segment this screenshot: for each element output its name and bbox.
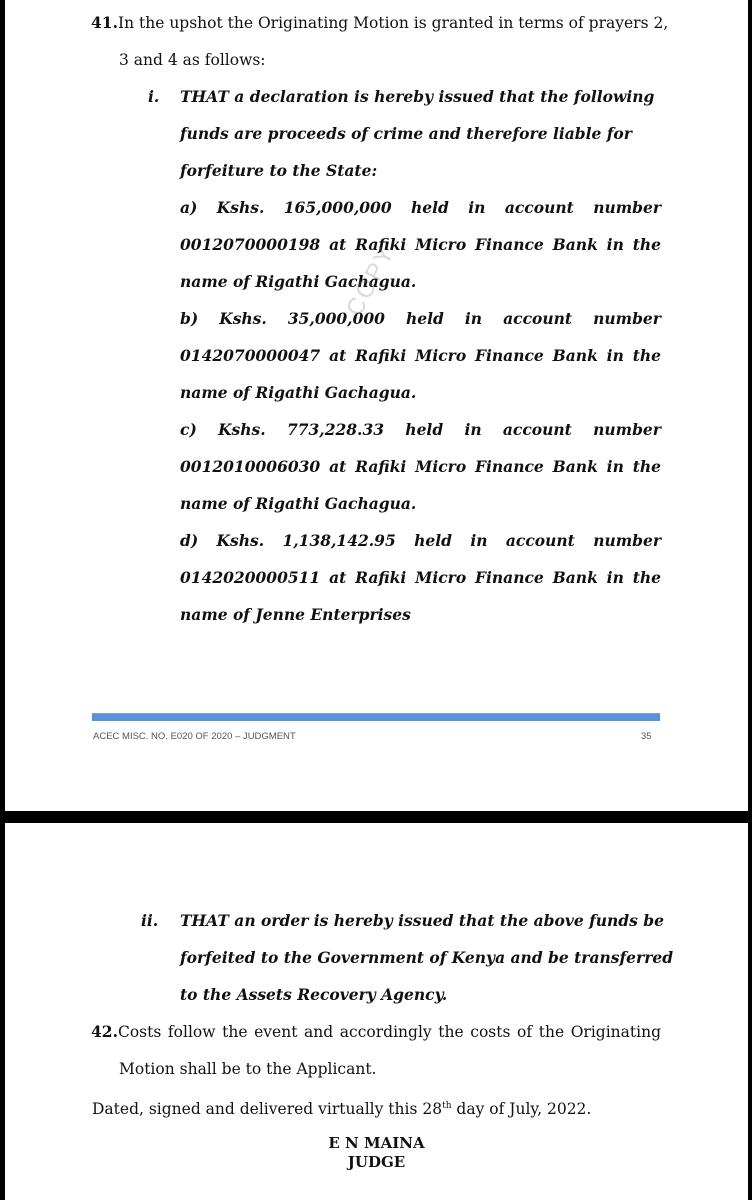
fund-item-word: number	[593, 309, 661, 328]
fund-item-label: c)	[180, 420, 197, 439]
fund-item-word: held	[411, 198, 449, 217]
dated-text: Dated, signed and delivered virtually this 28	[92, 1100, 443, 1119]
fund-item-word: number	[593, 420, 661, 439]
fund-item-word: held	[405, 420, 444, 439]
fund-item-word: Kshs.	[218, 420, 266, 439]
fund-item-word: held	[405, 309, 444, 328]
paragraph-41-line-1	[91, 13, 669, 33]
fund-item-word: Kshs.	[216, 198, 265, 217]
fund-item-holder-line: name of Rigathi Gachagua.	[180, 494, 417, 513]
signatory-name: E N MAINA	[328, 1134, 425, 1152]
judgment-page-36	[5, 823, 748, 1200]
fund-item-label: b)	[180, 309, 199, 328]
signatory-title: JUDGE	[347, 1153, 406, 1171]
fund-item-label: a)	[180, 198, 198, 217]
footer-case-reference: ACEC MISC. NO. E020 OF 2020 – JUDGMENT	[93, 731, 296, 742]
fund-item-account-line: 0142070000047 at Rafiki Micro Finance Bank in the	[180, 346, 661, 365]
fund-item-holder-line: name of Jenne Enterprises	[180, 605, 411, 624]
paragraph-42-line-2: Motion shall be to the Applicant.	[119, 1060, 377, 1078]
fund-item-word: account	[505, 531, 575, 550]
item-ii-label: ii.	[141, 911, 159, 930]
fund-item-holder-line: name of Rigathi Gachagua.	[180, 272, 417, 291]
fund-item-line-1	[180, 309, 661, 329]
fund-item-word: 1,138,142.95	[282, 531, 396, 550]
paragraph-41-line-2: 3 and 4 as follows:	[119, 51, 266, 69]
fund-item-account-line: 0012070000198 at Rafiki Micro Finance Bank in the	[180, 235, 661, 254]
fund-item-word: 165,000,000	[283, 198, 392, 217]
paragraph-42-line-1	[91, 1022, 661, 1042]
footer-rule	[92, 713, 660, 721]
fund-item-line-1	[180, 420, 661, 440]
fund-item-word: account	[503, 309, 573, 328]
fund-item-word: number	[593, 531, 661, 550]
dated-line	[92, 1096, 591, 1119]
item-ii-line-3: to the Assets Recovery Agency.	[180, 985, 448, 1004]
paragraph-text: Costs follow the event and accordingly the costs of the Originating	[117, 1023, 661, 1041]
fund-item-word: 773,228.33	[286, 420, 385, 439]
fund-item-word: in	[464, 420, 482, 439]
fund-item-label: d)	[180, 531, 199, 550]
fund-item-word: number	[593, 198, 661, 217]
item-i-line-3: forfeiture to the State:	[180, 161, 378, 180]
item-i-label: i.	[148, 87, 160, 106]
footer-page-number: 35	[641, 731, 652, 742]
fund-item-word: Kshs.	[219, 309, 267, 328]
fund-item-word: held	[414, 531, 452, 550]
item-ii-line-2: forfeited to the Government of Kenya and be transferred	[180, 948, 674, 967]
fund-item-account-line: 0142020000511 at Rafiki Micro Finance Bank in the	[180, 568, 661, 587]
paragraph-number: 42.	[91, 1022, 118, 1041]
item-i-line-2: funds are proceeds of crime and therefore liable for	[180, 124, 632, 143]
fund-item-word: Kshs.	[216, 531, 265, 550]
fund-item-word: in	[468, 198, 486, 217]
paragraph-number: 41.	[91, 13, 118, 32]
item-i-line-1: THAT a declaration is hereby issued that the following	[180, 87, 655, 106]
fund-item-word: account	[502, 420, 572, 439]
dated-text-end: day of July, 2022.	[451, 1100, 592, 1119]
ordinal-suffix: th	[442, 1101, 452, 1111]
fund-item-word: in	[470, 531, 488, 550]
fund-item-line-1	[180, 198, 661, 218]
fund-item-word: account	[504, 198, 574, 217]
fund-item-line-1	[180, 531, 661, 551]
fund-item-word: in	[464, 309, 483, 328]
copy-watermark: COPY	[341, 240, 401, 321]
paragraph-text: In the upshot the Originating Motion is granted in terms of prayers 2,	[117, 14, 669, 32]
judgment-page-35	[5, 0, 748, 811]
item-ii-line-1: THAT an order is hereby issued that the above funds be	[180, 911, 664, 930]
fund-item-holder-line: name of Rigathi Gachagua.	[180, 383, 417, 402]
fund-item-word: 35,000,000	[287, 309, 385, 328]
fund-item-account-line: 0012010006030 at Rafiki Micro Finance Bank in the	[180, 457, 661, 476]
